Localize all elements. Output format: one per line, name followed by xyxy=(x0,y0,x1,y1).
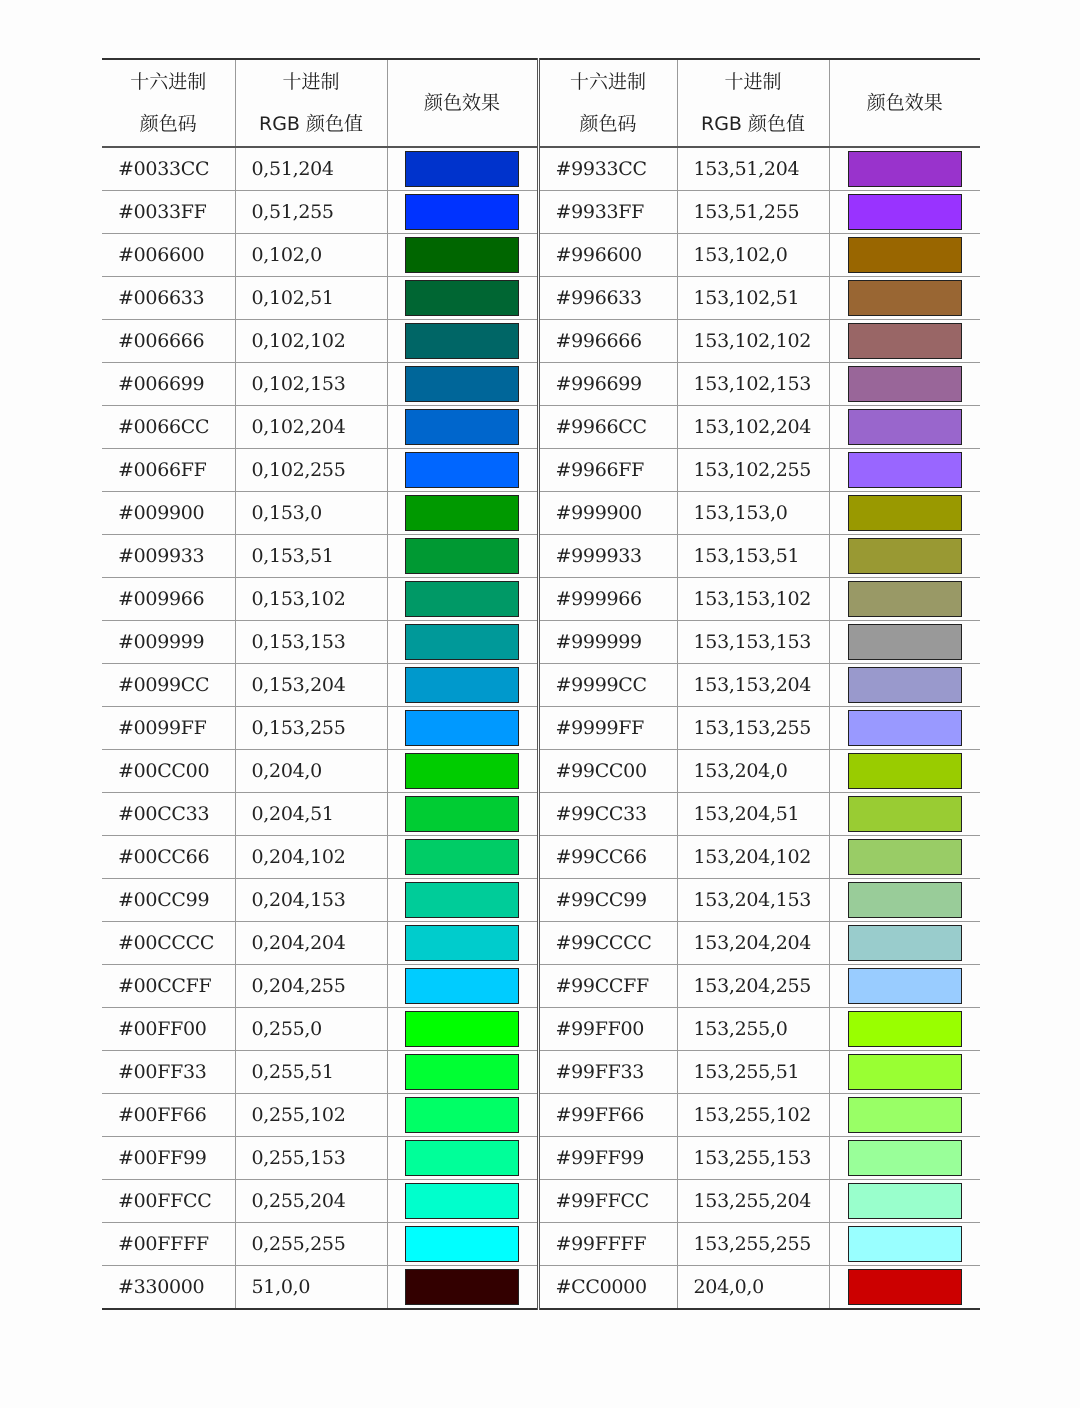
hex-code-cell: #00FF33 xyxy=(102,1051,235,1094)
color-swatch xyxy=(405,581,519,617)
table-row xyxy=(102,320,980,363)
color-effect-cell xyxy=(387,793,538,836)
color-swatch xyxy=(405,1140,519,1176)
rgb-value-cell: 153,204,51 xyxy=(677,793,829,836)
hex-code-cell: #009900 xyxy=(102,492,235,535)
color-swatch xyxy=(405,538,519,574)
hex-code-cell: #9933FF xyxy=(538,191,677,234)
color-swatch xyxy=(405,710,519,746)
hex-code-cell: #999900 xyxy=(538,492,677,535)
rgb-value-cell: 153,255,102 xyxy=(677,1094,829,1137)
hex-code-cell: #999933 xyxy=(538,535,677,578)
color-swatch xyxy=(848,839,962,875)
rgb-value-cell: 153,255,0 xyxy=(677,1008,829,1051)
hex-code-cell: #9933CC xyxy=(538,147,677,191)
rgb-value-cell: 0,153,153 xyxy=(235,621,387,664)
color-swatch xyxy=(848,280,962,316)
header-dec-left xyxy=(235,59,387,147)
hex-code-cell: #99CC66 xyxy=(538,836,677,879)
color-effect-cell xyxy=(387,1008,538,1051)
color-effect-cell xyxy=(387,1223,538,1266)
table-row xyxy=(102,1266,980,1310)
color-effect-cell xyxy=(387,449,538,492)
color-swatch xyxy=(405,839,519,875)
rgb-value-cell: 153,204,0 xyxy=(677,750,829,793)
table-row xyxy=(102,578,980,621)
hex-code-cell: #0066FF xyxy=(102,449,235,492)
color-swatch xyxy=(848,1269,962,1305)
color-effect-cell xyxy=(829,1180,980,1223)
hex-code-cell: #9966CC xyxy=(538,406,677,449)
color-effect-cell xyxy=(829,147,980,191)
hex-code-cell: #006699 xyxy=(102,363,235,406)
color-effect-cell xyxy=(387,922,538,965)
color-swatch xyxy=(848,194,962,230)
rgb-value-cell: 0,51,204 xyxy=(235,147,387,191)
color-effect-cell xyxy=(829,750,980,793)
color-effect-cell xyxy=(387,1094,538,1137)
color-swatch xyxy=(405,452,519,488)
header-dec-line1: 十进制 xyxy=(724,71,782,93)
color-effect-cell xyxy=(387,879,538,922)
table-row xyxy=(102,750,980,793)
table-row xyxy=(102,234,980,277)
rgb-value-cell: 153,102,204 xyxy=(677,406,829,449)
hex-code-cell: #006666 xyxy=(102,320,235,363)
color-effect-cell xyxy=(829,793,980,836)
color-swatch xyxy=(848,710,962,746)
color-swatch xyxy=(848,323,962,359)
hex-code-cell: #00FF00 xyxy=(102,1008,235,1051)
color-swatch xyxy=(405,1097,519,1133)
hex-code-cell: #9999CC xyxy=(538,664,677,707)
color-code-table xyxy=(102,58,980,1310)
hex-code-cell: #9999FF xyxy=(538,707,677,750)
rgb-value-cell: 153,153,102 xyxy=(677,578,829,621)
rgb-value-cell: 0,102,153 xyxy=(235,363,387,406)
color-effect-cell xyxy=(829,965,980,1008)
color-effect-cell xyxy=(387,1266,538,1310)
hex-code-cell: #0033CC xyxy=(102,147,235,191)
table-row xyxy=(102,406,980,449)
color-swatch xyxy=(848,796,962,832)
color-effect-cell xyxy=(829,1051,980,1094)
header-dec-line2: RGB 颜色值 xyxy=(701,113,805,135)
rgb-value-cell: 153,51,255 xyxy=(677,191,829,234)
color-effect-cell xyxy=(387,750,538,793)
rgb-value-cell: 0,204,51 xyxy=(235,793,387,836)
header-hex-left xyxy=(102,59,235,147)
color-swatch xyxy=(848,882,962,918)
rgb-value-cell: 153,204,153 xyxy=(677,879,829,922)
color-effect-cell xyxy=(829,320,980,363)
table-row xyxy=(102,793,980,836)
table-row xyxy=(102,965,980,1008)
hex-code-cell: #996699 xyxy=(538,363,677,406)
rgb-value-cell: 153,255,255 xyxy=(677,1223,829,1266)
color-swatch xyxy=(405,925,519,961)
hex-code-cell: #996666 xyxy=(538,320,677,363)
hex-code-cell: #99CC00 xyxy=(538,750,677,793)
color-effect-cell xyxy=(829,492,980,535)
rgb-value-cell: 0,102,0 xyxy=(235,234,387,277)
header-effect-right: 颜色效果 xyxy=(829,59,980,147)
color-swatch xyxy=(405,237,519,273)
hex-code-cell: #00CCCC xyxy=(102,922,235,965)
rgb-value-cell: 0,255,153 xyxy=(235,1137,387,1180)
color-swatch xyxy=(848,495,962,531)
table-row xyxy=(102,1137,980,1180)
color-swatch xyxy=(405,1183,519,1219)
color-swatch xyxy=(848,667,962,703)
hex-code-cell: #99CCCC xyxy=(538,922,677,965)
header-hex-right xyxy=(538,59,677,147)
color-effect-cell xyxy=(829,449,980,492)
rgb-value-cell: 153,255,153 xyxy=(677,1137,829,1180)
rgb-value-cell: 153,153,204 xyxy=(677,664,829,707)
header-hex-line1: 十六进制 xyxy=(130,71,207,93)
header-hex-line2: 颜色码 xyxy=(139,113,197,135)
hex-code-cell: #006633 xyxy=(102,277,235,320)
table-row xyxy=(102,707,980,750)
rgb-value-cell: 153,204,255 xyxy=(677,965,829,1008)
color-swatch xyxy=(405,968,519,1004)
rgb-value-cell: 0,102,102 xyxy=(235,320,387,363)
color-effect-cell xyxy=(829,1223,980,1266)
rgb-value-cell: 0,204,255 xyxy=(235,965,387,1008)
hex-code-cell: #00FFFF xyxy=(102,1223,235,1266)
color-effect-cell xyxy=(387,1051,538,1094)
rgb-value-cell: 0,102,51 xyxy=(235,277,387,320)
table-row xyxy=(102,1094,980,1137)
hex-code-cell: #00FF66 xyxy=(102,1094,235,1137)
color-effect-cell xyxy=(829,1094,980,1137)
rgb-value-cell: 153,255,51 xyxy=(677,1051,829,1094)
table-row xyxy=(102,191,980,234)
color-swatch xyxy=(405,194,519,230)
hex-code-cell: #99CC33 xyxy=(538,793,677,836)
color-effect-cell xyxy=(387,234,538,277)
table-row xyxy=(102,879,980,922)
color-swatch xyxy=(848,1097,962,1133)
table-body xyxy=(102,147,980,1309)
color-effect-cell xyxy=(829,277,980,320)
color-effect-cell xyxy=(829,363,980,406)
color-effect-cell xyxy=(387,836,538,879)
color-swatch xyxy=(405,409,519,445)
color-swatch xyxy=(405,1054,519,1090)
color-effect-cell xyxy=(829,922,980,965)
rgb-value-cell: 0,102,255 xyxy=(235,449,387,492)
hex-code-cell: #9966FF xyxy=(538,449,677,492)
table-row xyxy=(102,147,980,191)
color-swatch xyxy=(405,366,519,402)
color-effect-cell xyxy=(829,1137,980,1180)
table-row xyxy=(102,1008,980,1051)
header-hex-line1: 十六进制 xyxy=(569,71,646,93)
hex-code-cell: #996633 xyxy=(538,277,677,320)
color-swatch xyxy=(405,323,519,359)
header-effect-left: 颜色效果 xyxy=(387,59,538,147)
rgb-value-cell: 153,153,0 xyxy=(677,492,829,535)
table-row xyxy=(102,1180,980,1223)
color-effect-cell xyxy=(829,664,980,707)
hex-code-cell: #0099FF xyxy=(102,707,235,750)
color-swatch xyxy=(848,1140,962,1176)
rgb-value-cell: 0,204,102 xyxy=(235,836,387,879)
rgb-value-cell: 153,102,102 xyxy=(677,320,829,363)
color-effect-cell xyxy=(829,191,980,234)
color-effect-cell xyxy=(387,707,538,750)
hex-code-cell: #99CCFF xyxy=(538,965,677,1008)
table-row xyxy=(102,492,980,535)
hex-code-cell: #009966 xyxy=(102,578,235,621)
color-effect-cell xyxy=(387,578,538,621)
color-effect-cell xyxy=(829,1008,980,1051)
hex-code-cell: #0099CC xyxy=(102,664,235,707)
color-swatch xyxy=(848,624,962,660)
hex-code-cell: #006600 xyxy=(102,234,235,277)
rgb-value-cell: 153,153,51 xyxy=(677,535,829,578)
color-swatch xyxy=(405,753,519,789)
color-swatch xyxy=(848,452,962,488)
rgb-value-cell: 51,0,0 xyxy=(235,1266,387,1310)
rgb-value-cell: 0,255,204 xyxy=(235,1180,387,1223)
hex-code-cell: #00CC99 xyxy=(102,879,235,922)
color-effect-cell xyxy=(387,965,538,1008)
color-swatch xyxy=(848,409,962,445)
color-effect-cell xyxy=(387,277,538,320)
rgb-value-cell: 153,51,204 xyxy=(677,147,829,191)
rgb-value-cell: 153,102,51 xyxy=(677,277,829,320)
hex-code-cell: #99FFCC xyxy=(538,1180,677,1223)
rgb-value-cell: 153,204,204 xyxy=(677,922,829,965)
color-swatch xyxy=(405,280,519,316)
color-swatch xyxy=(405,667,519,703)
color-swatch xyxy=(405,1269,519,1305)
rgb-value-cell: 0,153,0 xyxy=(235,492,387,535)
table-row xyxy=(102,664,980,707)
color-effect-cell xyxy=(829,879,980,922)
color-swatch xyxy=(405,1226,519,1262)
color-swatch xyxy=(848,925,962,961)
color-swatch xyxy=(405,796,519,832)
hex-code-cell: #99FFFF xyxy=(538,1223,677,1266)
color-swatch xyxy=(405,1011,519,1047)
table-row xyxy=(102,277,980,320)
rgb-value-cell: 0,204,153 xyxy=(235,879,387,922)
hex-code-cell: #996600 xyxy=(538,234,677,277)
color-effect-cell xyxy=(829,578,980,621)
rgb-value-cell: 0,102,204 xyxy=(235,406,387,449)
color-swatch xyxy=(848,366,962,402)
color-effect-cell xyxy=(829,621,980,664)
rgb-value-cell: 0,153,102 xyxy=(235,578,387,621)
rgb-value-cell: 153,153,153 xyxy=(677,621,829,664)
table-row xyxy=(102,922,980,965)
header-hex-line2: 颜色码 xyxy=(579,113,637,135)
color-effect-cell xyxy=(387,1180,538,1223)
hex-code-cell: #99FF00 xyxy=(538,1008,677,1051)
color-effect-cell xyxy=(829,234,980,277)
rgb-value-cell: 0,204,0 xyxy=(235,750,387,793)
hex-code-cell: #00CCFF xyxy=(102,965,235,1008)
color-swatch xyxy=(848,581,962,617)
hex-code-cell: #99FF33 xyxy=(538,1051,677,1094)
color-effect-cell xyxy=(829,707,980,750)
rgb-value-cell: 0,153,204 xyxy=(235,664,387,707)
color-effect-cell xyxy=(387,406,538,449)
hex-code-cell: #009933 xyxy=(102,535,235,578)
hex-code-cell: #00FF99 xyxy=(102,1137,235,1180)
hex-code-cell: #99FF99 xyxy=(538,1137,677,1180)
table-row xyxy=(102,621,980,664)
rgb-value-cell: 153,102,255 xyxy=(677,449,829,492)
rgb-value-cell: 0,51,255 xyxy=(235,191,387,234)
hex-code-cell: #99CC99 xyxy=(538,879,677,922)
rgb-value-cell: 0,255,255 xyxy=(235,1223,387,1266)
color-swatch xyxy=(848,1054,962,1090)
hex-code-cell: #00CC66 xyxy=(102,836,235,879)
table-row xyxy=(102,1051,980,1094)
rgb-value-cell: 153,204,102 xyxy=(677,836,829,879)
color-swatch xyxy=(848,1011,962,1047)
color-effect-cell xyxy=(387,621,538,664)
color-swatch xyxy=(848,538,962,574)
hex-code-cell: #00CC33 xyxy=(102,793,235,836)
hex-code-cell: #99FF66 xyxy=(538,1094,677,1137)
color-effect-cell xyxy=(387,492,538,535)
color-effect-cell xyxy=(387,191,538,234)
hex-code-cell: #0066CC xyxy=(102,406,235,449)
table-row xyxy=(102,363,980,406)
color-effect-cell xyxy=(829,1266,980,1310)
rgb-value-cell: 0,255,102 xyxy=(235,1094,387,1137)
header-dec-right xyxy=(677,59,829,147)
rgb-value-cell: 153,102,0 xyxy=(677,234,829,277)
hex-code-cell: #999999 xyxy=(538,621,677,664)
color-effect-cell xyxy=(387,664,538,707)
color-swatch xyxy=(405,151,519,187)
rgb-value-cell: 153,153,255 xyxy=(677,707,829,750)
color-effect-cell xyxy=(387,1137,538,1180)
color-effect-cell xyxy=(829,836,980,879)
rgb-value-cell: 0,255,51 xyxy=(235,1051,387,1094)
color-effect-cell xyxy=(829,406,980,449)
rgb-value-cell: 153,102,153 xyxy=(677,363,829,406)
color-swatch xyxy=(848,753,962,789)
hex-code-cell: #CC0000 xyxy=(538,1266,677,1310)
color-swatch xyxy=(848,1183,962,1219)
color-effect-cell xyxy=(387,363,538,406)
header-dec-line1: 十进制 xyxy=(282,71,340,93)
hex-code-cell: #0033FF xyxy=(102,191,235,234)
color-swatch xyxy=(848,151,962,187)
hex-code-cell: #00FFCC xyxy=(102,1180,235,1223)
table-row xyxy=(102,1223,980,1266)
color-swatch xyxy=(405,882,519,918)
color-effect-cell xyxy=(387,147,538,191)
rgb-value-cell: 0,255,0 xyxy=(235,1008,387,1051)
header-dec-line2: RGB 颜色值 xyxy=(259,113,363,135)
color-swatch xyxy=(405,495,519,531)
color-effect-cell xyxy=(387,535,538,578)
color-effect-cell xyxy=(387,320,538,363)
color-swatch xyxy=(405,624,519,660)
table-row xyxy=(102,836,980,879)
color-swatch xyxy=(848,1226,962,1262)
color-swatch xyxy=(848,237,962,273)
hex-code-cell: #999966 xyxy=(538,578,677,621)
table-row xyxy=(102,449,980,492)
rgb-value-cell: 153,255,204 xyxy=(677,1180,829,1223)
hex-code-cell: #00CC00 xyxy=(102,750,235,793)
header-row xyxy=(102,59,980,147)
hex-code-cell: #009999 xyxy=(102,621,235,664)
color-swatch xyxy=(848,968,962,1004)
hex-code-cell: #330000 xyxy=(102,1266,235,1310)
rgb-value-cell: 204,0,0 xyxy=(677,1266,829,1310)
rgb-value-cell: 0,153,51 xyxy=(235,535,387,578)
color-effect-cell xyxy=(829,535,980,578)
rgb-value-cell: 0,204,204 xyxy=(235,922,387,965)
rgb-value-cell: 0,153,255 xyxy=(235,707,387,750)
table-row xyxy=(102,535,980,578)
